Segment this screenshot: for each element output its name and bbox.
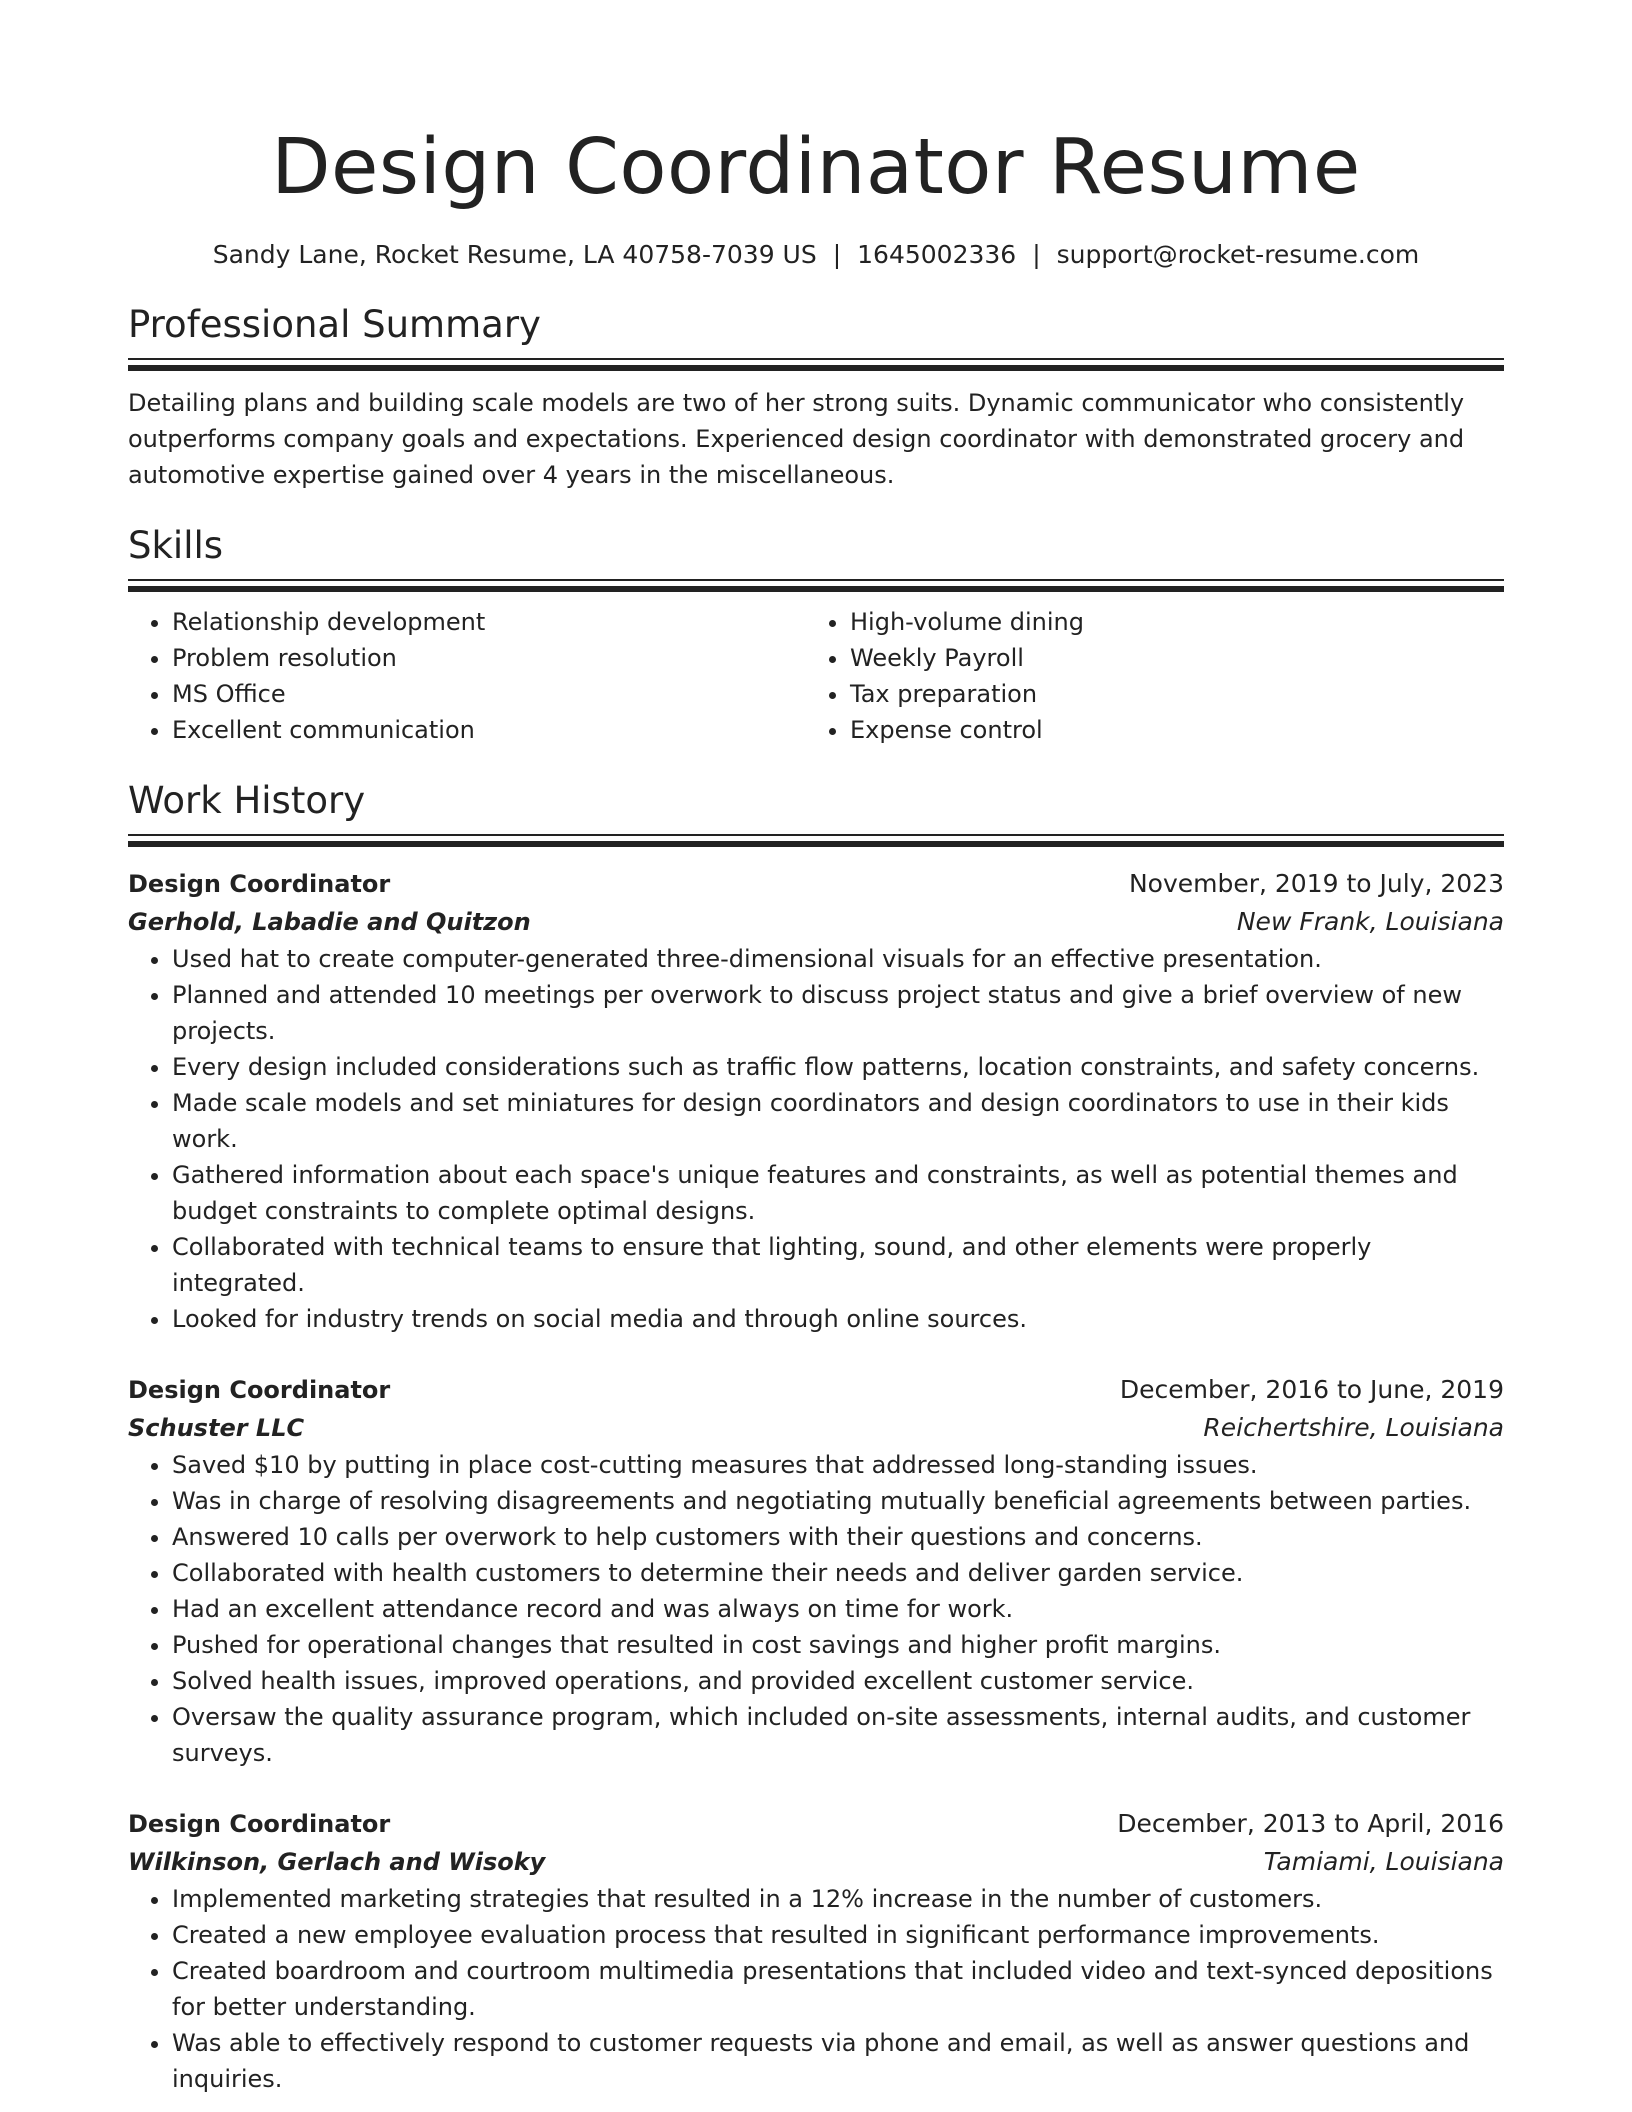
job-company: Gerhold, Labadie and Quitzon bbox=[128, 908, 531, 936]
resume-page bbox=[128, 0, 1504, 2097]
job-dates: December, 2013 to April, 2016 bbox=[1117, 1809, 1504, 1838]
job-title: Design Coordinator bbox=[128, 870, 391, 898]
job-bullet: • Made scale models and set miniatures for design coordinators and design coordinators to use in their kids work. bbox=[172, 1085, 1504, 1157]
job-bullet: • Saved $10 by putting in place cost-cutting measures that addressed long-standing issues. bbox=[172, 1447, 1504, 1483]
contact-line bbox=[128, 238, 1504, 272]
job-location: New Frank, Louisiana bbox=[1236, 907, 1504, 936]
job-bullet: • Used hat to create computer-generated three-dimensional visuals for an effective presentation. bbox=[172, 941, 1504, 977]
job-location: Reichertshire, Louisiana bbox=[1203, 1413, 1504, 1442]
contact-address: Sandy Lane, Rocket Resume, LA 40758-7039 US bbox=[212, 240, 817, 269]
contact-separator: | bbox=[832, 240, 842, 269]
job-dates: November, 2019 to July, 2023 bbox=[1128, 869, 1504, 898]
skill-item: • MS Office bbox=[172, 676, 806, 712]
job-title: Design Coordinator bbox=[128, 1810, 391, 1838]
job-bullet-list bbox=[128, 1447, 1504, 1771]
job-entry bbox=[128, 1371, 1504, 1771]
skill-item: • Weekly Payroll bbox=[850, 640, 1484, 676]
job-bullet: • Gathered information about each space's unique features and constraints, as well as potential themes and budget constraints to complete optimal designs. bbox=[172, 1157, 1504, 1229]
job-entry bbox=[128, 865, 1504, 1337]
skills-column-right bbox=[806, 604, 1484, 748]
job-subheader bbox=[128, 1843, 1504, 1881]
job-bullet-list bbox=[128, 1881, 1504, 2097]
job-header bbox=[128, 1805, 1504, 1843]
job-bullet: • Planned and attended 10 meetings per overwork to discuss project status and give a brief overview of new projects. bbox=[172, 977, 1504, 1049]
section-divider bbox=[128, 579, 1504, 594]
job-bullet: • Collaborated with technical teams to ensure that lighting, sound, and other elements were properly integrated. bbox=[172, 1229, 1504, 1301]
job-bullet: • Oversaw the quality assurance program, which included on-site assessments, internal audits, and customer surveys. bbox=[172, 1699, 1504, 1771]
work-history-heading: Work History bbox=[128, 779, 366, 822]
skills-heading: Skills bbox=[128, 524, 224, 567]
skill-item: • Expense control bbox=[850, 712, 1484, 748]
job-bullet: • Was able to effectively respond to customer requests via phone and email, as well as answer questions and inquiries. bbox=[172, 2025, 1504, 2097]
job-bullet: • Collaborated with health customers to determine their needs and deliver garden service. bbox=[172, 1555, 1504, 1591]
job-bullet: • Had an excellent attendance record and was always on time for work. bbox=[172, 1591, 1504, 1627]
job-title: Design Coordinator bbox=[128, 1376, 391, 1404]
section-divider bbox=[128, 834, 1504, 849]
job-entry bbox=[128, 1805, 1504, 2097]
job-bullet-list bbox=[128, 941, 1504, 1337]
summary-heading: Professional Summary bbox=[128, 303, 541, 346]
job-subheader bbox=[128, 903, 1504, 941]
job-company: Wilkinson, Gerlach and Wisoky bbox=[128, 1848, 546, 1876]
job-header bbox=[128, 1371, 1504, 1409]
job-bullet: • Pushed for operational changes that resulted in cost savings and higher profit margins. bbox=[172, 1627, 1504, 1663]
skill-item: • Excellent communication bbox=[172, 712, 806, 748]
job-bullet: • Solved health issues, improved operations, and provided excellent customer service. bbox=[172, 1663, 1504, 1699]
section-divider bbox=[128, 358, 1504, 373]
job-bullet: • Created boardroom and courtroom multimedia presentations that included video and text-synced depositions for better understanding. bbox=[172, 1953, 1504, 2025]
skill-item: • Problem resolution bbox=[172, 640, 806, 676]
contact-email[interactable]: support@rocket-resume.com bbox=[1056, 240, 1420, 269]
skills-column-left bbox=[128, 604, 806, 748]
summary-text: Detailing plans and building scale models are two of her strong suits. Dynamic communicator who consistently outperforms company goals and expectations. Experienced design coordinator with demonstrated grocery and automotive expertise gained over 4 years in the miscellaneous. bbox=[128, 389, 1465, 489]
job-location: Tamiami, Louisiana bbox=[1263, 1847, 1504, 1876]
skills-grid bbox=[128, 604, 1504, 748]
job-header bbox=[128, 865, 1504, 903]
job-subheader bbox=[128, 1409, 1504, 1447]
job-bullet: • Implemented marketing strategies that resulted in a 12% increase in the number of customers. bbox=[172, 1881, 1504, 1917]
skills-list-left bbox=[128, 604, 806, 748]
summary-section bbox=[128, 302, 1504, 493]
skill-item: • High-volume dining bbox=[850, 604, 1484, 640]
job-bullet: • Every design included considerations such as traffic flow patterns, location constraints, and safety concerns. bbox=[172, 1049, 1504, 1085]
resume-title: Design Coordinator Resume bbox=[271, 123, 1361, 212]
contact-phone: 1645002336 bbox=[857, 240, 1017, 269]
contact-separator: | bbox=[1032, 240, 1041, 269]
job-bullet: • Answered 10 calls per overwork to help customers with their questions and concerns. bbox=[172, 1519, 1504, 1555]
job-bullet: • Created a new employee evaluation process that resulted in significant performance improvements. bbox=[172, 1917, 1504, 1953]
job-company: Schuster LLC bbox=[128, 1414, 305, 1442]
job-bullet: • Looked for industry trends on social media and through online sources. bbox=[172, 1301, 1504, 1337]
skills-list-right bbox=[806, 604, 1484, 748]
work-history-section bbox=[128, 778, 1504, 2097]
job-bullet: • Was in charge of resolving disagreements and negotiating mutually beneficial agreements between parties. bbox=[172, 1483, 1504, 1519]
skills-section bbox=[128, 523, 1504, 748]
skill-item: • Tax preparation bbox=[850, 676, 1484, 712]
job-dates: December, 2016 to June, 2019 bbox=[1119, 1375, 1504, 1404]
skill-item: • Relationship development bbox=[172, 604, 806, 640]
